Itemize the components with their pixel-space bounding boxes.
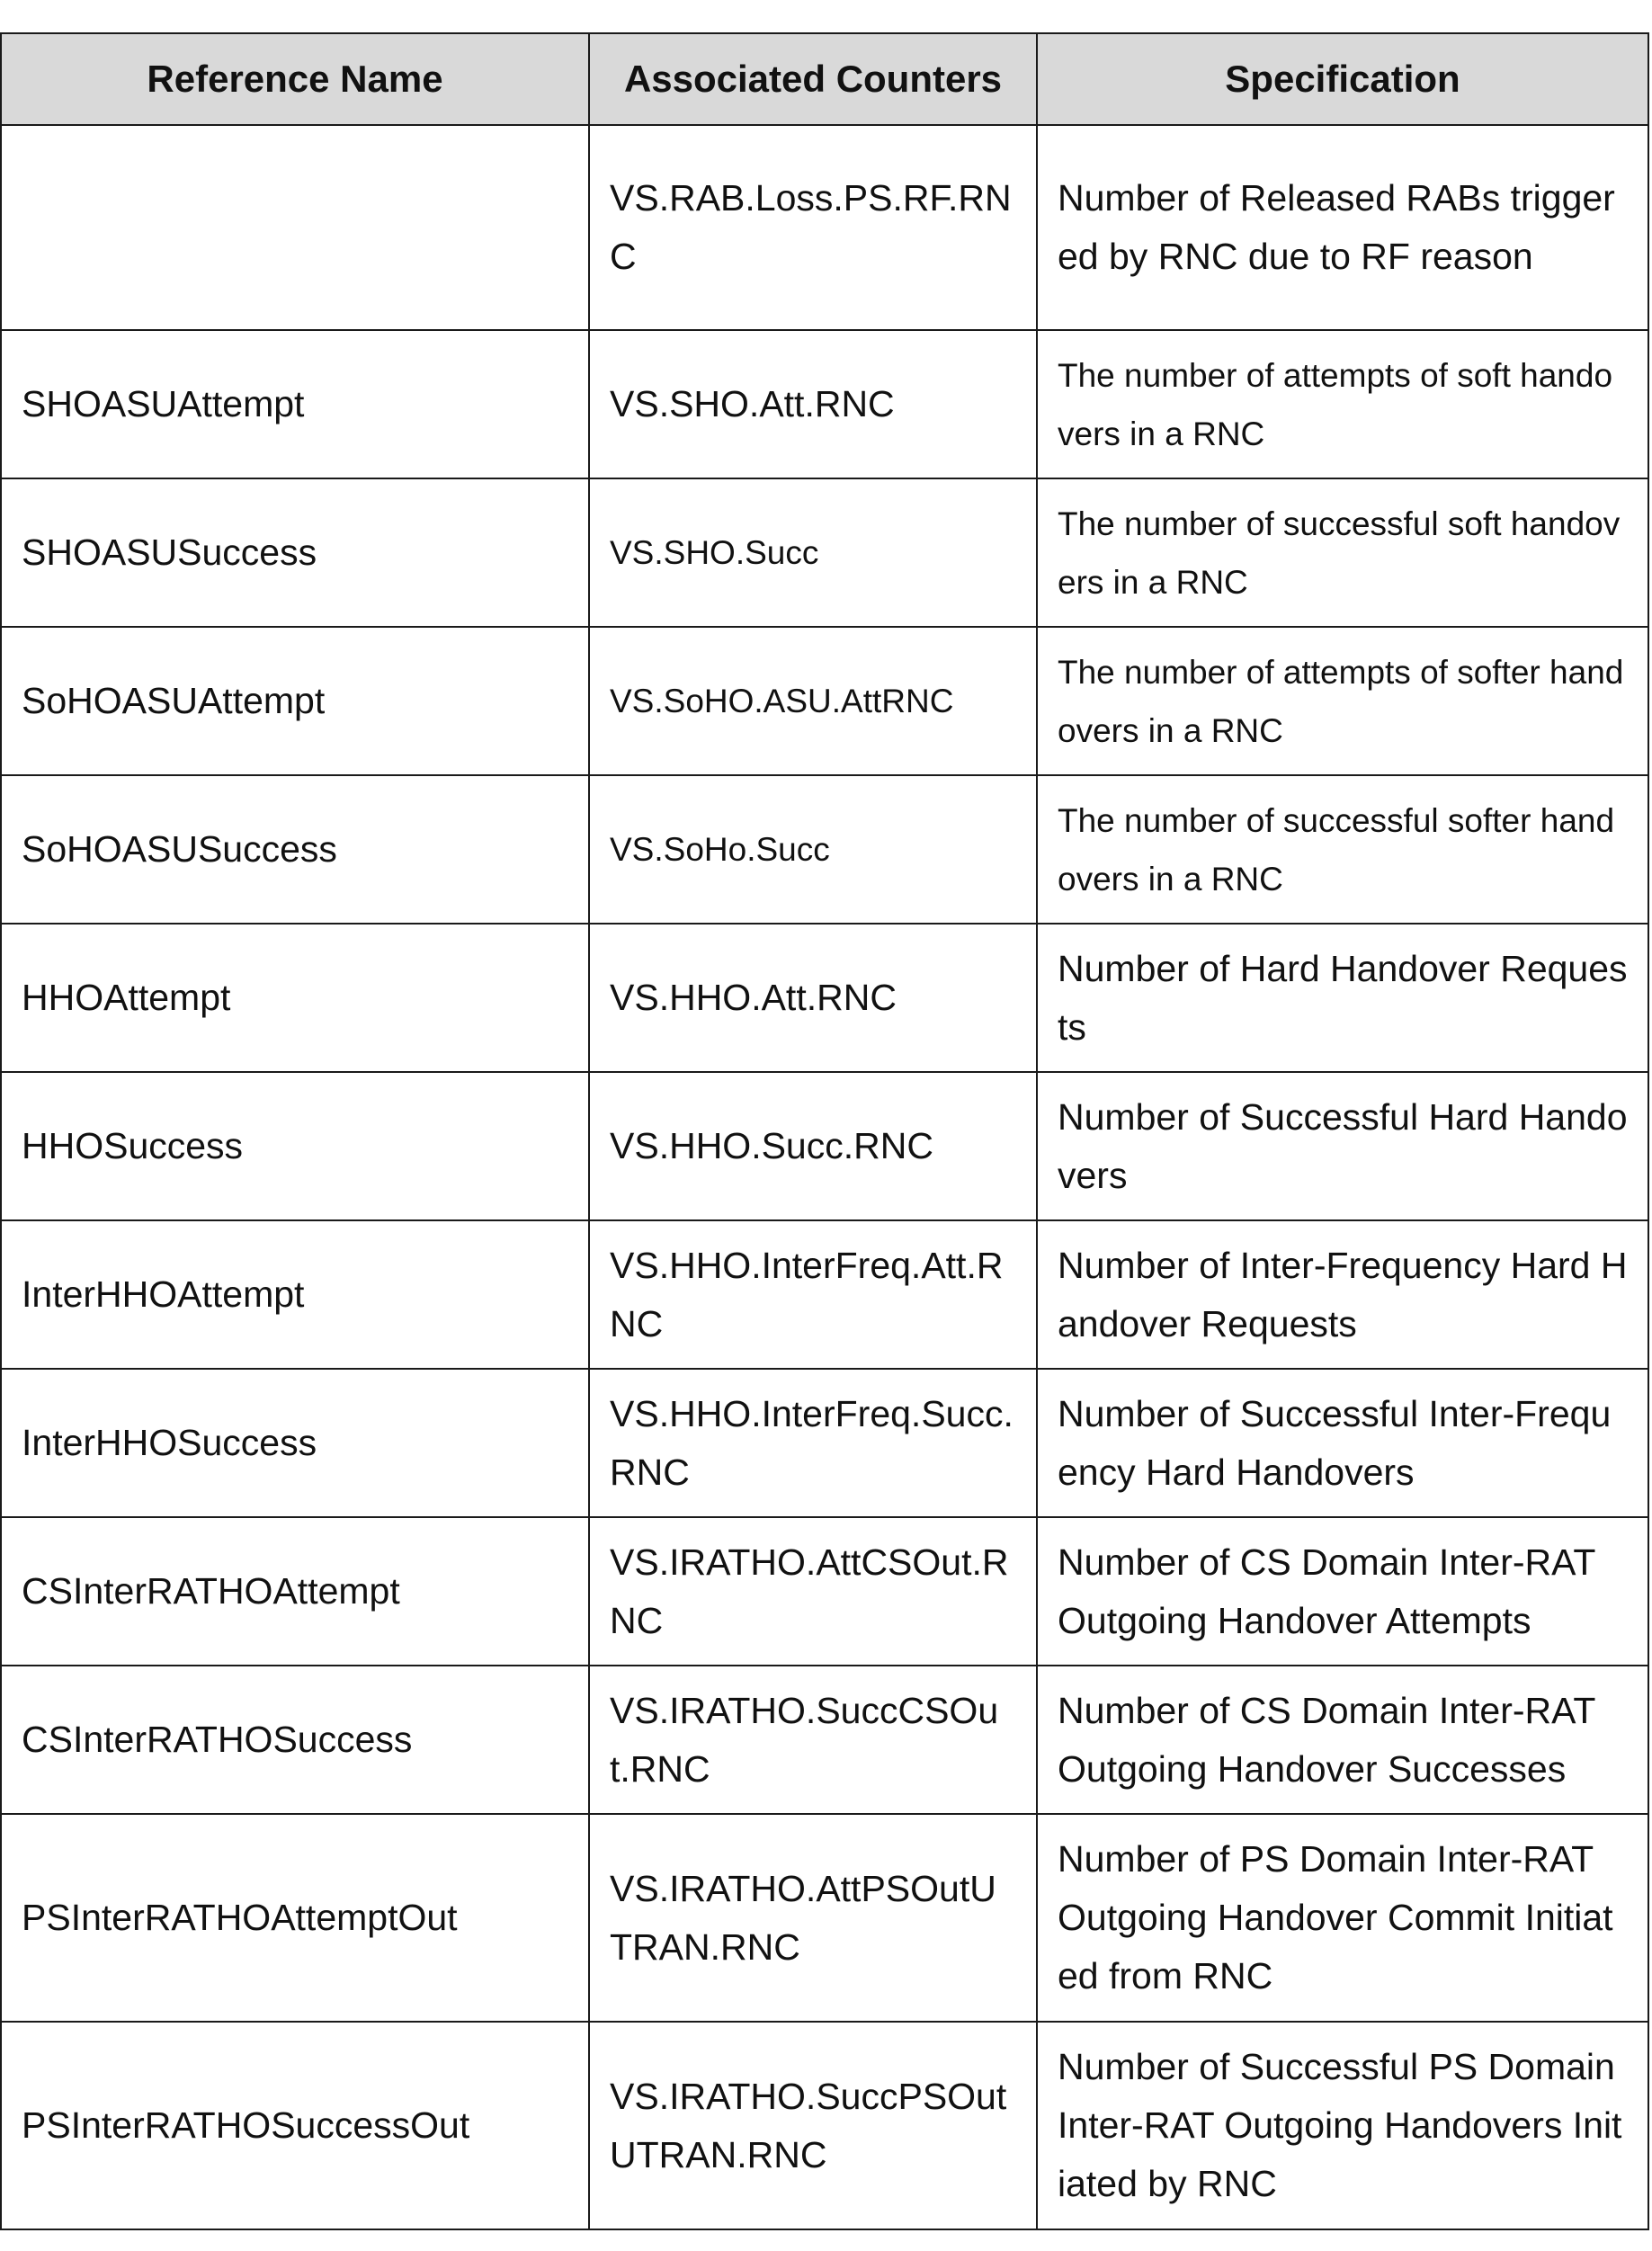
counter-cell: VS.IRATHO.AttPSOutUTRAN.RNC <box>589 1814 1037 2022</box>
counter-cell: VS.HHO.InterFreq.Succ.RNC <box>589 1369 1037 1517</box>
table-row <box>1 1072 1648 1220</box>
specification-cell: Number of Successful Inter-Frequency Hard Handovers <box>1037 1369 1648 1517</box>
table-row <box>1 330 1648 478</box>
counter-cell: VS.SHO.Succ <box>589 478 1037 627</box>
reference-name-cell: PSInterRATHOAttemptOut <box>1 1814 589 2022</box>
specification-cell: Number of Inter-Frequency Hard Handover Requests <box>1037 1220 1648 1369</box>
counter-cell: VS.SHO.Att.RNC <box>589 330 1037 478</box>
table-row <box>1 1369 1648 1517</box>
header-associated-counters: Associated Counters <box>589 33 1037 125</box>
header-row <box>1 33 1648 125</box>
specification-cell: Number of Released RABs triggered by RNC due to RF reason <box>1037 125 1648 330</box>
reference-name-cell <box>1 125 589 330</box>
specification-cell: The number of successful softer handovers in a RNC <box>1037 775 1648 924</box>
specification-cell: The number of attempts of softer handovers in a RNC <box>1037 627 1648 775</box>
specification-cell: Number of Successful PS Domain Inter-RAT Outgoing Handovers Initiated by RNC <box>1037 2022 1648 2229</box>
reference-name-cell: InterHHOSuccess <box>1 1369 589 1517</box>
specification-cell: The number of attempts of soft handovers in a RNC <box>1037 330 1648 478</box>
table-row <box>1 924 1648 1072</box>
reference-name-cell: HHOAttempt <box>1 924 589 1072</box>
reference-name-cell: SoHOASUSuccess <box>1 775 589 924</box>
counter-cell: VS.HHO.Att.RNC <box>589 924 1037 1072</box>
specification-cell: The number of successful soft handovers in a RNC <box>1037 478 1648 627</box>
table-row <box>1 775 1648 924</box>
header-reference-name: Reference Name <box>1 33 589 125</box>
counter-cell: VS.SoHo.Succ <box>589 775 1037 924</box>
counters-table <box>0 32 1649 2230</box>
counter-cell: VS.SoHO.ASU.AttRNC <box>589 627 1037 775</box>
specification-cell: Number of PS Domain Inter-RAT Outgoing Handover Commit Initiated from RNC <box>1037 1814 1648 2022</box>
counter-cell: VS.HHO.Succ.RNC <box>589 1072 1037 1220</box>
reference-name-cell: InterHHOAttempt <box>1 1220 589 1369</box>
table-row <box>1 1220 1648 1369</box>
specification-cell: Number of Successful Hard Handovers <box>1037 1072 1648 1220</box>
reference-name-cell: SHOASUSuccess <box>1 478 589 627</box>
table-row <box>1 2022 1648 2229</box>
reference-name-cell: SoHOASUAttempt <box>1 627 589 775</box>
table-row <box>1 125 1648 330</box>
table-row <box>1 1517 1648 1666</box>
specification-cell: Number of Hard Handover Requests <box>1037 924 1648 1072</box>
counter-cell: VS.RAB.Loss.PS.RF.RNC <box>589 125 1037 330</box>
counter-cell: VS.IRATHO.SuccPSOutUTRAN.RNC <box>589 2022 1037 2229</box>
table-row <box>1 1814 1648 2022</box>
reference-name-cell: CSInterRATHOSuccess <box>1 1666 589 1814</box>
counter-cell: VS.IRATHO.SuccCSOut.RNC <box>589 1666 1037 1814</box>
counter-cell: VS.HHO.InterFreq.Att.RNC <box>589 1220 1037 1369</box>
reference-name-cell: CSInterRATHOAttempt <box>1 1517 589 1666</box>
reference-name-cell: HHOSuccess <box>1 1072 589 1220</box>
table-row <box>1 627 1648 775</box>
counter-cell: VS.IRATHO.AttCSOut.RNC <box>589 1517 1037 1666</box>
specification-cell: Number of CS Domain Inter-RAT Outgoing Handover Attempts <box>1037 1517 1648 1666</box>
reference-name-cell: PSInterRATHOSuccessOut <box>1 2022 589 2229</box>
table-row <box>1 1666 1648 1814</box>
header-specification: Specification <box>1037 33 1648 125</box>
specification-cell: Number of CS Domain Inter-RAT Outgoing Handover Successes <box>1037 1666 1648 1814</box>
reference-name-cell: SHOASUAttempt <box>1 330 589 478</box>
table-row <box>1 478 1648 627</box>
